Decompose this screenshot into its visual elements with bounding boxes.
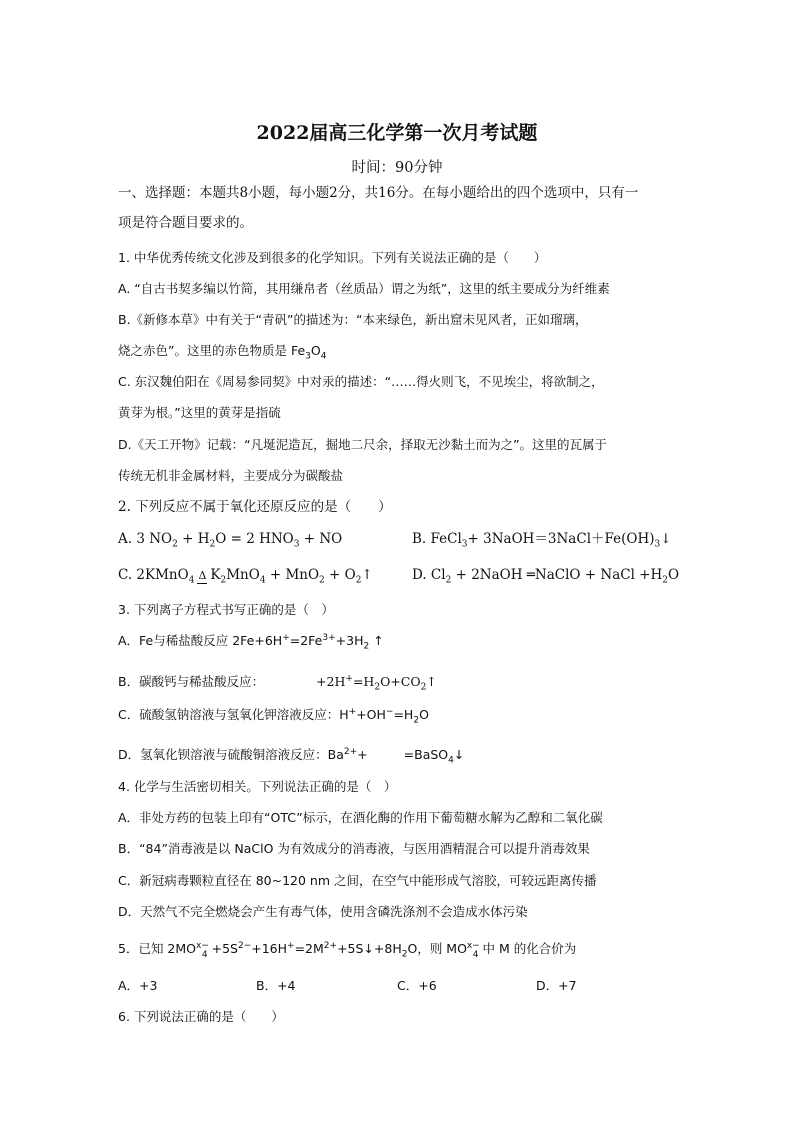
exam-time: 时间：90分钟	[351, 160, 443, 176]
q1-option-b-line1: B.《新修本草》中有关于“青矾”的描述为：“本来绿色，新出窟未见风者，正如瑠璃，	[118, 312, 588, 327]
exam-title: 2022届高三化学第一次月考试题	[256, 122, 538, 144]
section-heading-line1: 一、选择题：本题共8小题，每小题2分，共16分。在每小题给出的四个选项中，只有一	[118, 185, 639, 201]
q2-option-d: D. $Cl_2$ + 2NaOH ═NaClO + NaCl $+H_2O$	[412, 567, 680, 586]
q3-option-b: B．碳酸钙与稀盐酸反应： $+2H^+=H_2O+CO_2↑$	[118, 673, 437, 693]
q4-option-a: A．非处方药的包装上印有“OTC”标示，在酒化酶的作用下葡萄糖水解为乙醇和二氧化碳	[118, 810, 603, 825]
q5-option-a: A．+3	[118, 978, 158, 993]
q3-option-d: D．氢氧化钡溶液与硫酸铜溶液反应：$Ba^{2+}+$ =BaSO$_4$↓	[118, 746, 465, 766]
q2-option-c: C. 2KMnO$_4$ Δ $K_2MnO_4 + MnO_2$ + $O_2↑$	[118, 567, 373, 586]
q1-option-c-line1: C. 东汉魏伯阳在《周易参同契》中对汞的描述：“……得火则飞，不见埃尘，将欲制之，	[118, 374, 604, 389]
q4-option-c: C．新冠病毒颗粒直径在 80~120 nm 之间，在空气中能形成气溶胶，可较远距离传播	[118, 873, 597, 888]
q5-option-d: D．+7	[536, 978, 577, 993]
q1-option-b-line2: 烧之赤色”。这里的赤色物质是 $Fe_3O_4$	[118, 343, 327, 362]
q2-stem: 2. 下列反应不属于氧化还原反应的是（ ）	[118, 499, 392, 515]
q2-option-a: A. 3 $NO_2 + H_2O = 2$ $HNO_3$ + NO	[118, 531, 343, 550]
q3-stem: 3. 下列离子方程式书写正确的是（ ）	[118, 602, 334, 617]
section-heading-line2: 项是符合题目要求的。	[118, 215, 253, 231]
q3-option-c: C．硫酸氢钠溶液与氢氧化钾溶液反应：$H^++OH^-=H_2O$	[118, 706, 429, 726]
q1-option-c-line2: 黄芽为根。”这里的黄芽是指硫	[118, 405, 281, 420]
q1-option-d-line2: 传统无机非金属材料，主要成分为碳酸盐	[118, 468, 344, 483]
q4-option-d: D．天然气不完全燃烧会产生有毒气体，使用含磷洗涤剂不会造成水体污染	[118, 904, 528, 919]
q6-stem: 6. 下列说法正确的是（ ）	[118, 1009, 284, 1024]
q5-option-b: B．+4	[256, 978, 296, 993]
q1-stem: 1. 中华优秀传统文化涉及到很多的化学知识。下列有关说法正确的是（ ）	[118, 250, 547, 265]
q2-option-b: B. FeCl$_3$+ $3NaOH=3NaCl+Fe(OH)_3↓$	[412, 531, 672, 550]
q4-stem: 4. 化学与生活密切相关。下列说法正确的是（ ）	[118, 779, 397, 794]
q3-option-a: A．Fe与稀盐酸反应 $2Fe+6H^+=2Fe^{3+}+3H_2$ ↑	[118, 632, 384, 652]
q1-option-a: A. “自古书契多编以竹简，其用缣帛者（丝质品）谓之为纸”，这里的纸主要成分为纤维素	[118, 281, 610, 296]
q5-option-c: C．+6	[397, 978, 437, 993]
q4-option-b: B．“84”消毒液是以 NaClO 为有效成分的消毒液，与医用酒精混合可以提升消毒效果	[118, 841, 590, 856]
q5-stem: 5．已知 $2MO^{x-}_4$ $+5S^{2-}+16H^+=2M^{2+}+5S↓+8H_2O$，则 $MO^{x-}_4$ 中 M 的化合价为	[118, 940, 577, 960]
q1-option-d-line1: D.《天工开物》记载：“凡埏泥造瓦，掘地二尺余，择取无沙黏土而为之”。这里的瓦属于	[118, 437, 608, 452]
